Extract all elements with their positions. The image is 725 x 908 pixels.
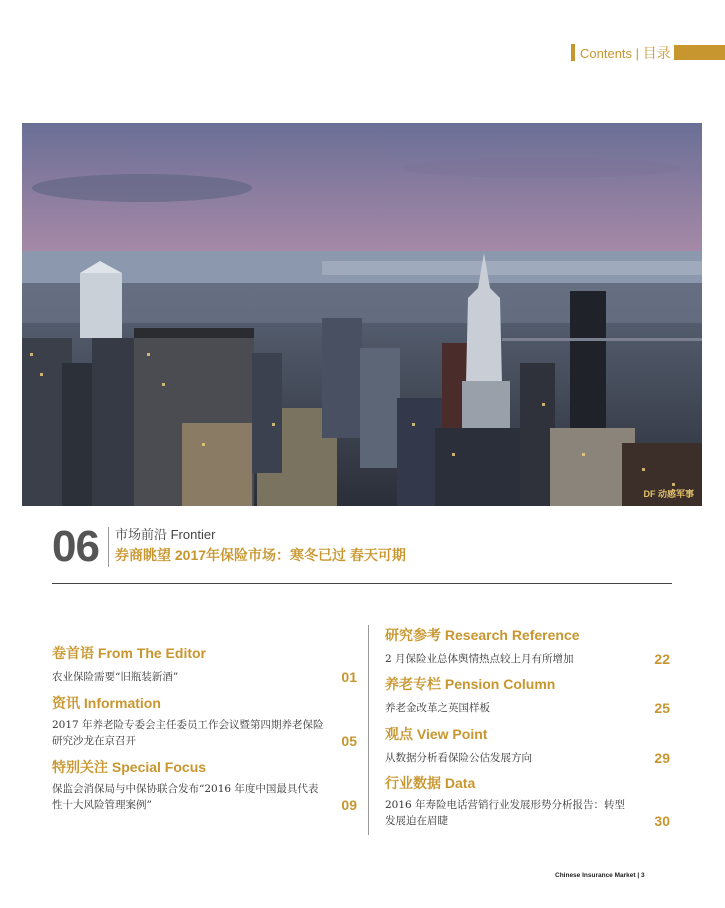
toc-entry-research-reference[interactable] xyxy=(385,625,670,667)
contents-cn: 目录 xyxy=(642,45,671,61)
header-accent-bar xyxy=(571,44,575,61)
toc-article-title: 2016 年寿险电话营销行业发展形势分析报告：转型发展迫在眉睫 xyxy=(385,799,626,827)
feature-divider xyxy=(108,527,109,567)
toc-section-title: 卷首语 From The Editor xyxy=(52,645,206,661)
toc-page-number: 29 xyxy=(654,750,670,766)
toc-page-number: 09 xyxy=(341,797,357,813)
toc-article-title: 2 月保险业总体舆情热点较上月有所增加 xyxy=(385,653,574,665)
toc-article-title: 养老金改革之英国样板 xyxy=(385,702,490,714)
contents-en: Contents xyxy=(580,46,633,61)
feature-title[interactable]: 券商眺望 2017年保险市场：寒冬已过 春天可期 xyxy=(115,547,406,563)
toc-entry-data[interactable] xyxy=(385,773,670,829)
toc-entry-view-point[interactable] xyxy=(385,724,670,766)
contents-separator: | xyxy=(635,46,640,61)
feature-page-number: 06 xyxy=(52,522,99,571)
toc-article-title: 农业保险需要“旧瓶装新酒” xyxy=(52,671,179,683)
toc-section-title: 观点 View Point xyxy=(385,726,488,742)
toc-page-number: 01 xyxy=(341,669,357,685)
toc-entry-editor[interactable] xyxy=(52,643,357,685)
toc-section-title: 特别关注 Special Focus xyxy=(52,759,207,775)
header-accent-block xyxy=(674,45,725,60)
cover-photo-city-skyline xyxy=(22,123,702,506)
toc-article-title: 保监会消保局与中保协联合发布“2016 年度中国最具代表性十大风险管理案例” xyxy=(52,783,319,811)
toc-section-title: 研究参考 Research Reference xyxy=(385,627,580,643)
toc-section-title: 养老专栏 Pension Column xyxy=(385,676,556,692)
toc-column-divider xyxy=(368,625,369,835)
skyline-illustration xyxy=(22,123,702,506)
photo-watermark: DF 动感军事 xyxy=(643,489,694,499)
toc-section-title: 行业数据 Data xyxy=(385,775,476,791)
toc-page-number: 05 xyxy=(341,733,357,749)
toc-entry-special-focus[interactable] xyxy=(52,757,357,813)
toc-page-number: 30 xyxy=(654,813,670,829)
toc-page-number: 25 xyxy=(654,700,670,716)
toc-entry-information[interactable] xyxy=(52,693,357,749)
toc-page-number: 22 xyxy=(654,651,670,667)
page-footer: Chinese Insurance Market | 3 xyxy=(555,872,645,879)
toc-article-title: 2017 年养老险专委会主任委员工作会议暨第四期养老保险研究沙龙在京召开 xyxy=(52,719,324,747)
feature-category: 市场前沿 Frontier xyxy=(115,527,216,542)
feature-rule xyxy=(52,583,672,584)
toc-entry-pension-column[interactable] xyxy=(385,674,670,716)
toc-article-title: 从数据分析看保险公估发展方向 xyxy=(385,752,532,764)
contents-heading xyxy=(580,43,671,63)
toc-section-title: 资讯 Information xyxy=(52,695,161,711)
